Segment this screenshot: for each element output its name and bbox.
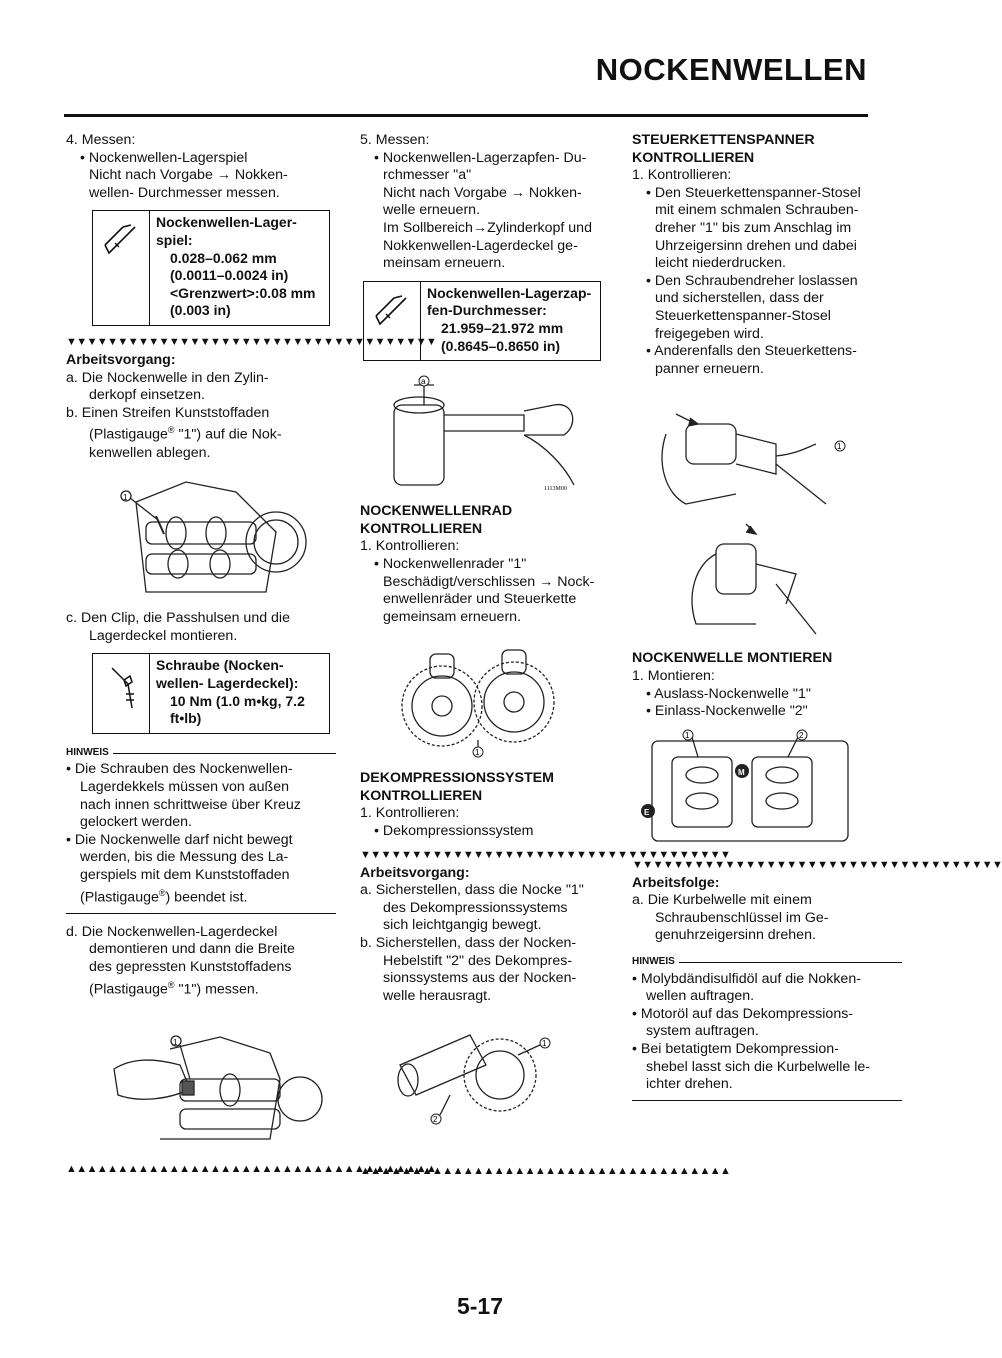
camshaft-install-illustration [632, 727, 866, 851]
note-line: • Molybdändisulfidöl auf die Nokken- [632, 970, 861, 987]
text-line: des Dekompressionssystems [383, 899, 568, 916]
procedure-heading: Arbeitsvorgang: [360, 864, 470, 881]
text-line: Nokkenwellen-Lagerdeckel ge- [383, 237, 578, 254]
note-line: ichter drehen. [646, 1076, 733, 1093]
note-line: system auftragen. [646, 1023, 759, 1040]
spec-label: Schraube (Nocken- [156, 657, 284, 674]
page-number: 5-17 [456, 1293, 504, 1319]
text-line: c. Den Clip, die Passhulsen und die [66, 610, 290, 627]
note-line: nach innen schrittweise über Kreuz [80, 796, 301, 813]
spec-label: Nockenwellen-Lager- [156, 214, 297, 231]
spec-value: (0.0011–0.0024 in) [170, 267, 289, 284]
section-heading: NOCKENWELLENRAD [360, 503, 513, 520]
svg-text:1: 1 [173, 1037, 178, 1047]
text-line: Steuerkettenspanner-Stosel [655, 307, 831, 324]
plastigauge-measure-illustration [110, 1029, 310, 1149]
bullet: • Nockenwellen-Lagerspiel [80, 149, 248, 166]
section-heading: KONTROLLIEREN [360, 787, 483, 804]
procedure-start-marker: ▼▼▼▼▼▼▼▼▼▼▼▼▼▼▼▼▼▼▼▼▼▼▼▼▼▼▼▼▼▼▼▼▼▼▼▼ [632, 858, 1002, 871]
svg-text:2: 2 [433, 1115, 438, 1125]
page-title: NOCKENWELLEN [595, 52, 867, 87]
text-line: mit einem schmalen Schrauben- [655, 202, 859, 219]
note-line: (Plastigauge®) beendet ist. [80, 887, 248, 906]
note-line: Lagerdekkels müssen von außen [80, 778, 289, 795]
note-line: gerspiels mit dem Kunststoffaden [80, 866, 290, 883]
text-line: d. Die Nockenwellen-Lagerdeckel [66, 923, 278, 940]
svg-text:a: a [421, 377, 426, 387]
text-line: meinsam erneuern. [383, 255, 506, 272]
text-line: genuhrzeigersinn drehen. [655, 927, 816, 944]
text-line: dreher "1" bis zum Anschlag im [655, 219, 852, 236]
step-5: 5. Messen: [360, 132, 430, 148]
measure-icon [364, 282, 421, 360]
spec-label: fen-Durchmesser: [427, 302, 547, 319]
text-line: 1. Kontrollieren: [360, 538, 460, 555]
procedure-heading: Arbeitsfolge: [632, 874, 720, 891]
text-line: welle erneuern. [383, 202, 481, 219]
text-line: a. Sicherstellen, dass die Nocke "1" [360, 882, 584, 899]
bullet: • Anderenfalls den Steuerkettens- [646, 343, 857, 360]
text-line: des gepressten Kunststoffadens [89, 959, 292, 976]
spec-label: spiel: [156, 231, 193, 248]
section-heading: DEKOMPRESSIONSSYSTEM [360, 770, 554, 787]
text-line: Lagerdeckel montieren. [89, 627, 238, 644]
section-heading: NOCKENWELLE MONTIEREN [632, 650, 833, 667]
bolt-icon [93, 654, 150, 732]
text-line: enwellenräder und Steuerkette [383, 591, 577, 608]
spec-box-lagerspiel [92, 210, 330, 326]
note-line: • Die Nockenwelle darf nicht bewegt [66, 831, 293, 848]
spec-value: ft•lb) [170, 710, 202, 727]
text-line: 1. Montieren: [632, 667, 715, 684]
micrometer-illustration [374, 375, 584, 495]
procedure-end-marker: ▲▲▲▲▲▲▲▲▲▲▲▲▲▲▲▲▲▲▲▲▲▲▲▲▲▲▲▲▲▲▲▲▲▲▲▲ [360, 1165, 731, 1178]
procedure-heading: Arbeitsvorgang: [66, 351, 176, 368]
text-line: b. Einen Streifen Kunststoffaden [66, 404, 270, 421]
text-line: Im Sollbereich→Zylinderkopf und [383, 219, 592, 236]
spec-box-torque [92, 653, 330, 733]
svg-text:E: E [644, 807, 650, 817]
procedure-start-marker: ▼▼▼▼▼▼▼▼▼▼▼▼▼▼▼▼▼▼▼▼▼▼▼▼▼▼▼▼▼▼▼▼▼▼▼▼ [360, 848, 731, 861]
bullet: • Nockenwellen-Lagerzapfen- Du- [374, 149, 587, 166]
svg-text:1: 1 [123, 493, 128, 503]
note-heading: HINWEIS [632, 953, 902, 971]
text-line: (Plastigauge® "1") messen. [89, 979, 259, 998]
camshaft-illustration [116, 472, 316, 602]
spec-value: 0.028–0.062 mm [170, 249, 277, 266]
text-line: freigegeben wird. [655, 325, 764, 342]
procedure-end-marker: ▲▲▲▲▲▲▲▲▲▲▲▲▲▲▲▲▲▲▲▲▲▲▲▲▲▲▲▲▲▲▲▲▲▲▲▲ [66, 1162, 437, 1175]
bullet: • Den Schraubendreher loslassen [646, 272, 858, 289]
text-line: Schraubenschlüssel im Ge- [655, 909, 829, 926]
camshaft-sprocket-illustration [394, 640, 564, 760]
spec-value: 21.959–21.972 mm [441, 319, 564, 336]
text-line: kenwellen ablegen. [89, 444, 211, 461]
column-3 [632, 132, 1002, 1111]
text-line: Hebelstift "2" des Dekompres- [383, 952, 573, 969]
spec-value: (0.8645–0.8650 in) [441, 337, 561, 354]
text-line: sich leichtgangig bewegt. [383, 917, 542, 934]
step-4: 4. Messen: [66, 132, 136, 148]
note-line: shebel lasst sich die Kurbelwelle le- [646, 1058, 870, 1075]
note-line: werden, bis die Messung des La- [80, 849, 289, 866]
text-line: wellen- Durchmesser messen. [89, 184, 280, 201]
text-line: leicht niederdrucken. [655, 255, 786, 272]
section-heading: STEUERKETTENSPANNER [632, 132, 815, 148]
bullet: • Nockenwellenrader "1" [374, 555, 527, 572]
section-heading: KONTROLLIEREN [632, 149, 755, 166]
text-line: 1. Kontrollieren: [632, 167, 732, 184]
note-line: gelockert werden. [80, 814, 192, 831]
spec-label: wellen- Lagerdeckel): [156, 675, 299, 692]
text-line: panner erneuern. [655, 360, 764, 377]
text-line: gemeinsam erneuern. [383, 608, 522, 625]
bullet: • Dekompressionssystem [374, 823, 534, 840]
text-line: derkopf einsetzen. [89, 387, 205, 404]
svg-text:1113M00: 1113M00 [544, 486, 567, 493]
svg-text:1: 1 [475, 748, 480, 758]
text-line: Beschädigt/verschlissen → Nock- [383, 573, 595, 590]
svg-text:M: M [738, 767, 745, 777]
note-line: wellen auftragen. [646, 988, 755, 1005]
bullet: • Einlass-Nockenwelle "2" [646, 703, 808, 720]
text-line: sionssystems aus der Nocken- [383, 970, 577, 987]
text-line: (Plastigauge® "1") auf die Nok- [89, 425, 282, 444]
text-line: rchmesser "a" [383, 167, 472, 184]
note-end-rule [632, 1100, 902, 1101]
text-line: 1. Kontrollieren: [360, 805, 460, 822]
decompression-cam-illustration [390, 1025, 570, 1135]
spec-label: Nockenwellen-Lagerzap- [427, 284, 592, 301]
text-line: b. Sicherstellen, dass der Nocken- [360, 935, 577, 952]
note-heading: HINWEIS [66, 744, 336, 762]
spec-limit: <Grenzwert>:0.08 mm [170, 284, 316, 301]
note-line: • Die Schrauben des Nockenwellen- [66, 761, 293, 778]
note-line: • Bei betatigtem Dekompression- [632, 1041, 839, 1058]
procedure-start-marker: ▼▼▼▼▼▼▼▼▼▼▼▼▼▼▼▼▼▼▼▼▼▼▼▼▼▼▼▼▼▼▼▼▼▼▼▼ [66, 335, 437, 348]
svg-text:2: 2 [799, 730, 804, 740]
text-line: Uhrzeigersinn drehen und dabei [655, 237, 857, 254]
note-line: • Motoröl auf das Dekompressions- [632, 1005, 854, 1022]
text-line: a. Die Nockenwelle in den Zylin- [66, 369, 269, 386]
svg-text:1: 1 [542, 1039, 547, 1049]
text-line: und sicherstellen, dass der [655, 290, 824, 307]
tensioner-check-illustration [646, 394, 856, 644]
spec-value: 10 Nm (1.0 m•kg, 7.2 [170, 692, 305, 709]
bullet: • Auslass-Nockenwelle "1" [646, 685, 811, 702]
note-end-rule [66, 913, 336, 914]
text-line: demontieren und dann die Breite [89, 941, 295, 958]
text-line: Nicht nach Vorgabe → Nokken- [383, 184, 582, 201]
text-line: welle herausragt. [383, 987, 492, 1004]
title-rule [64, 114, 868, 117]
measure-icon [93, 211, 150, 325]
section-heading: KONTROLLIEREN [360, 520, 483, 537]
svg-text:1: 1 [685, 730, 690, 740]
spec-box-journal [363, 281, 601, 361]
text-line: Nicht nach Vorgabe → Nokken- [89, 167, 288, 184]
svg-text:1: 1 [837, 442, 842, 452]
text-line: a. Die Kurbelwelle mit einem [632, 892, 812, 909]
spec-value: (0.003 in) [170, 302, 231, 319]
bullet: • Den Steuerkettenspanner-Stosel [646, 184, 861, 201]
